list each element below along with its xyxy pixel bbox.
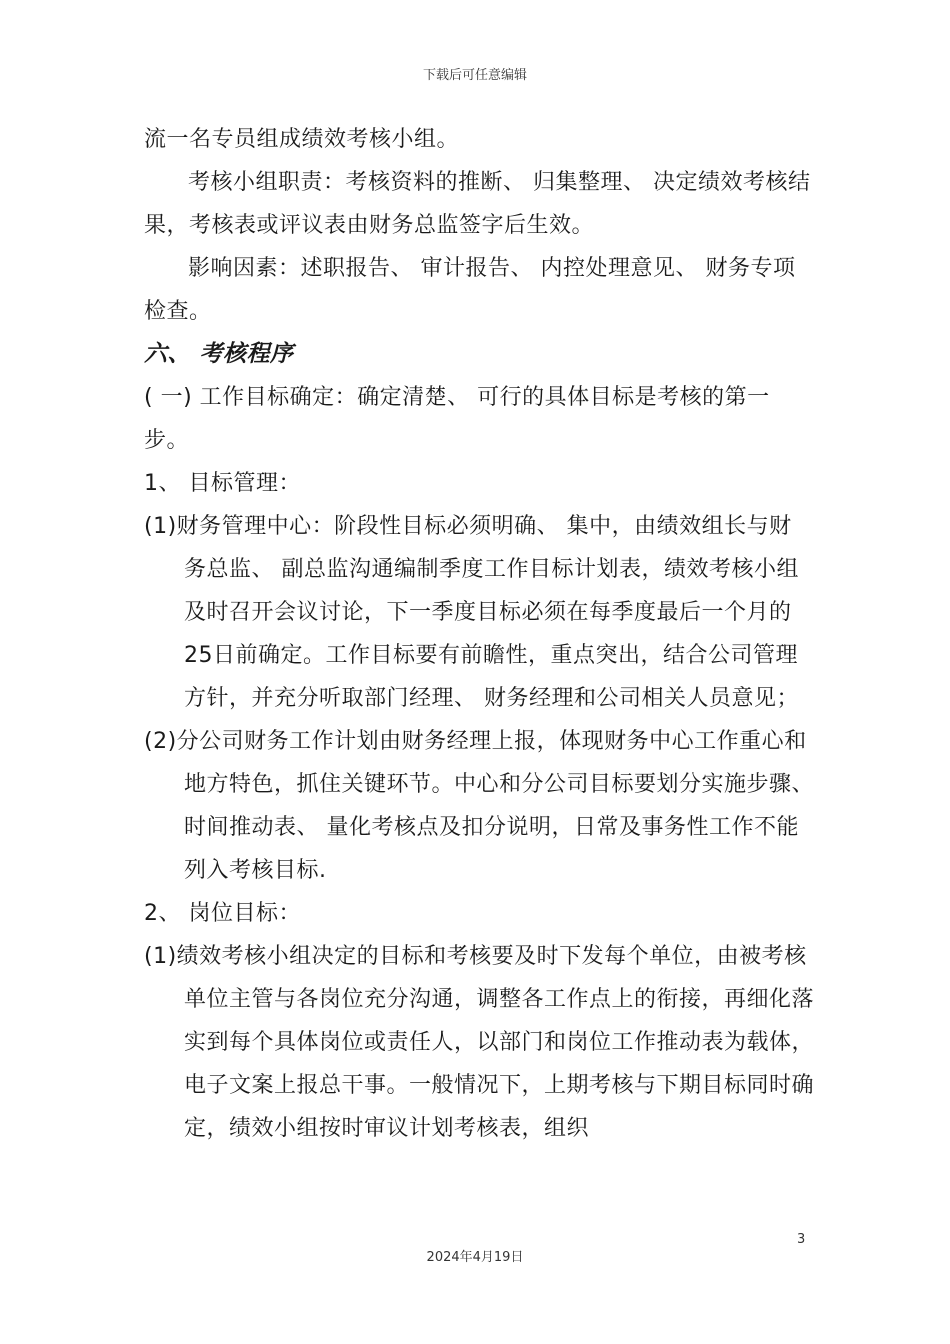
- paragraph-influence-factors: 影响因素：述职报告、 审计报告、 内控处理意见、 财务专项检查。: [144, 256, 796, 324]
- paragraph-continuation: 流一名专员组成绩效考核小组。: [144, 127, 460, 152]
- document-body: [144, 118, 814, 1150]
- paragraph-goal-setting: ( 一) 工作目标确定：确定清楚、 可行的具体目标是考核的第一步。: [144, 385, 770, 453]
- page-number: 3: [797, 1232, 806, 1247]
- list-item-1-1: (1)财务管理中心：阶段性目标必须明确、 集中，由绩效组长与财务总监、 副总监沟通编制季度工作目标计划表，绩效考核小组及时召开会议讨论，下一季度目标必须在每季度最后一个月的25日前确定。工作目标要有前瞻性，重点突出，结合公司管理方针，并充分听取部门经理、 财务经理和公司相关人员意见；: [144, 514, 799, 711]
- list-item-1-2: (2)分公司财务工作计划由财务经理上报，体现财务中心工作重心和地方特色，抓住关键环节。中心和分公司目标要划分实施步骤、 时间推动表、 量化考核点及扣分说明，日常及事务性工作不能列入考核目标.: [144, 729, 815, 883]
- list-item-2-1: (1)绩效考核小组决定的目标和考核要及时下发每个单位，由被考核单位主管与各岗位充分沟通，调整各工作点上的衔接，再细化落实到每个具体岗位或责任人，以部门和岗位工作推动表为载体，电子文案上报总干事。一般情况下，上期考核与下期目标同时确定，绩效小组按时审议计划考核表，组织: [144, 944, 815, 1141]
- section-heading-procedure: 六、 考核程序: [144, 341, 294, 367]
- footer-date: 2024年4月19日: [426, 1250, 524, 1265]
- paragraph-group-duties: 考核小组职责：考核资料的推断、 归集整理、 决定绩效考核结果，考核表或评议表由财务总监签字后生效。: [144, 170, 811, 238]
- page-header: 下载后可任意编辑: [422, 68, 527, 83]
- item-heading-goal-management: 1、 目标管理：: [144, 471, 301, 496]
- item-heading-position-goals: 2、 岗位目标：: [144, 901, 301, 926]
